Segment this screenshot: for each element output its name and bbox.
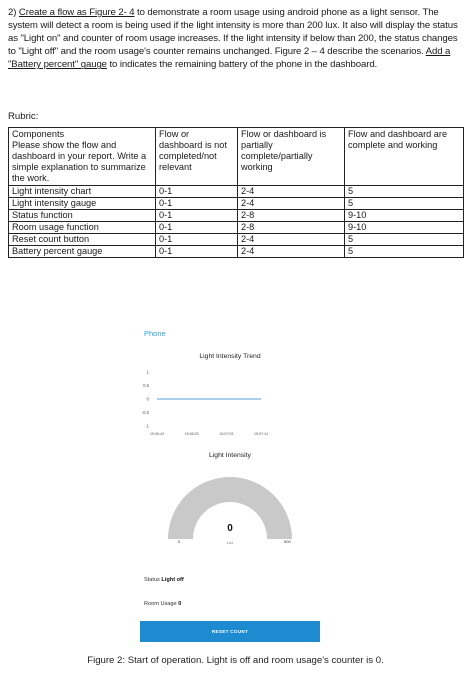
status-row (144, 577, 184, 583)
rubric-score: 0-1 (156, 186, 238, 198)
rubric-table (8, 127, 464, 258)
x-tick-label: 15:07:03 (219, 432, 234, 436)
rubric-component: Battery percent gauge (9, 246, 156, 258)
rubric-component: Light intensity chart (9, 186, 156, 198)
x-tick-label: 15:06:43 (150, 432, 164, 436)
gauge-title: Light Intensity (209, 452, 251, 459)
gauge-max-label: 500 (284, 539, 291, 544)
rubric-score: 0-1 (156, 198, 238, 210)
figure-caption: Figure 2: Start of operation. Light is off and room usage's counter is 0. (87, 655, 384, 666)
y-tick-label: -0.5 (141, 410, 149, 415)
rubric-header-not-complete: Flow or dashboard is not completed/not relevant (156, 128, 238, 186)
rubric-score: 2-8 (238, 210, 345, 222)
room-usage-value: 0 (178, 601, 182, 607)
status-value: Light off (161, 577, 184, 583)
reset-count-button[interactable]: RESET COUNT (140, 621, 320, 642)
rubric-header-complete: Flow and dashboard are complete and working (345, 128, 464, 186)
rubric-component: Status function (9, 210, 156, 222)
gauge-unit: Lux (226, 540, 234, 545)
battery-gauge-link: Add a "Battery percent" gauge (8, 46, 451, 71)
rubric-score: 5 (345, 198, 464, 210)
rubric-score: 2-8 (238, 222, 345, 234)
y-tick-label: 1 (146, 369, 149, 375)
rubric-header-components: Components Please show the flow and dashboard in your report. Write a simple explanation to summarize the work. (9, 128, 156, 186)
rubric-score: 0-1 (156, 246, 238, 258)
y-tick-label: 0.5 (143, 383, 149, 388)
rubric-header-partial: Flow or dashboard is partially complete/partially working (238, 128, 345, 186)
table-row (9, 234, 464, 246)
rubric-score: 2-4 (238, 234, 345, 246)
x-tick-label: 15:06:53 (184, 432, 199, 436)
dashboard-tab-title[interactable]: Phone (144, 329, 166, 338)
rubric-score: 0-1 (156, 210, 238, 222)
rubric-score: 2-4 (238, 246, 345, 258)
table-row (9, 186, 464, 198)
create-flow-link: Create a flow as Figure 2- 4 (18, 7, 135, 18)
rubric-component: Reset count button (9, 234, 156, 246)
rubric-score: 5 (345, 246, 464, 258)
rubric-score: 5 (345, 186, 464, 198)
rubric-component: Light intensity gauge (9, 198, 156, 210)
status-label: Status (144, 577, 160, 583)
rubric-score: 0-1 (156, 222, 238, 234)
gauge-min-label: 0 (178, 539, 181, 544)
table-row (9, 198, 464, 210)
rubric-score: 0-1 (156, 234, 238, 246)
rubric-score: 9-10 (345, 222, 464, 234)
rubric-header-row (9, 128, 464, 186)
rubric-score: 2-4 (238, 186, 345, 198)
question-text (8, 6, 464, 71)
rubric-component: Room usage function (9, 222, 156, 234)
phone-dashboard (131, 320, 329, 648)
y-tick-label: -1 (145, 423, 149, 429)
table-row (9, 222, 464, 234)
room-usage-row (144, 601, 181, 607)
chart-title: Light Intensity Trend (199, 353, 261, 360)
light-intensity-trend-chart (137, 364, 271, 440)
rubric-score: 5 (345, 234, 464, 246)
question-body-1: to demonstrate a room usage using android phone as a light sensor. The system will detect a room is being used if the light intensity is more than 200 lux. It also will display the status as "Light on" and counter of room usage increases. If the light intensity if below than 200, the status changes to "Light off" and the room usage's counter remains unchanged. Figure 2 – 4 describe the scenarios. (8, 7, 458, 58)
table-row (9, 210, 464, 222)
rubric-label: Rubric: (8, 111, 39, 122)
y-tick-label: 0 (146, 396, 149, 402)
gauge-value: 0 (227, 523, 233, 534)
rubric-score: 2-4 (238, 198, 345, 210)
x-tick-label: 15:07:14 (254, 432, 268, 436)
rubric-score: 9-10 (345, 210, 464, 222)
question-body-2: to indicates the remaining battery of the phone in the dashboard. (106, 59, 378, 71)
question-prefix: 2) (8, 7, 19, 18)
table-row (9, 246, 464, 258)
room-usage-label: Room Usage (144, 601, 177, 607)
